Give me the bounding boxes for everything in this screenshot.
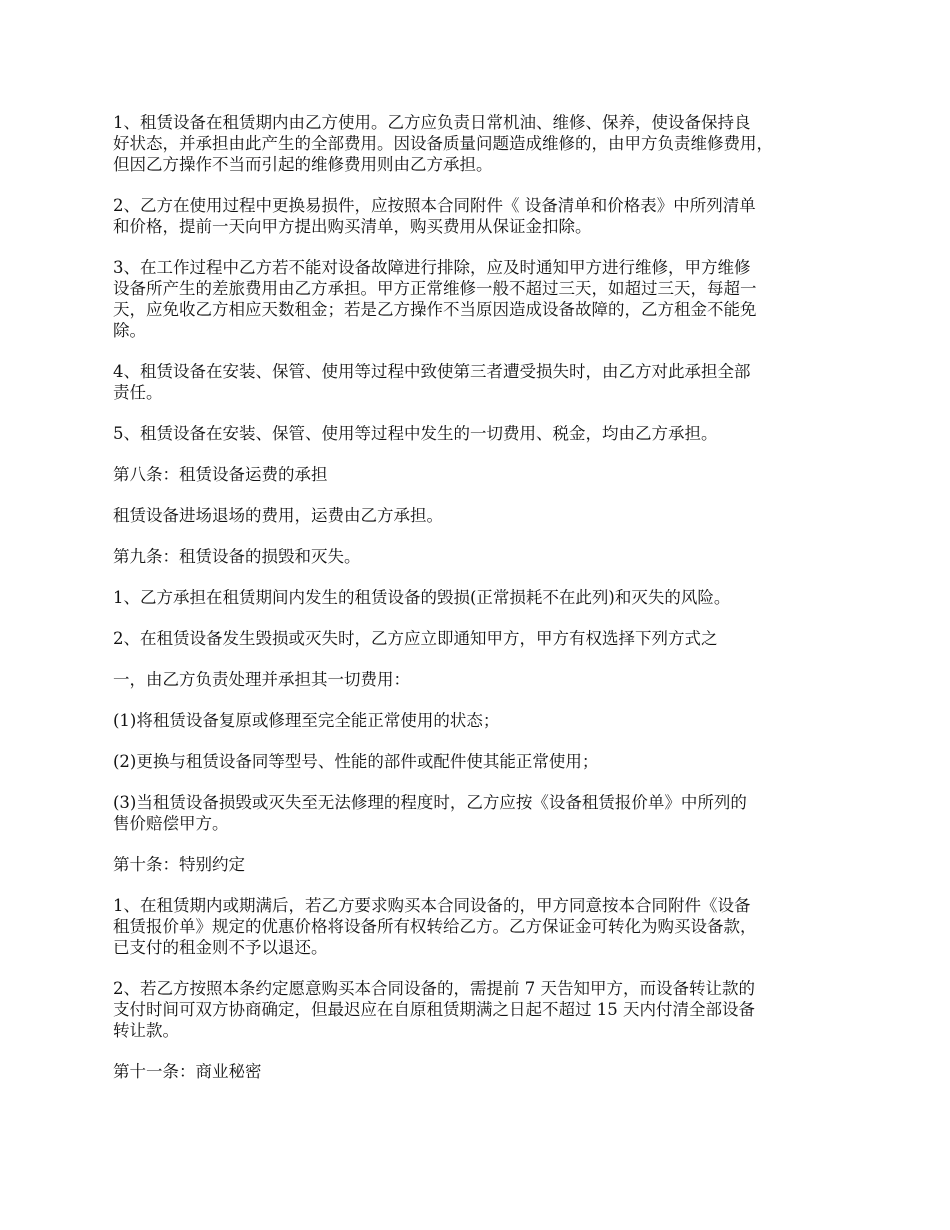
text-line: 第十条：特别约定: [113, 855, 245, 874]
text-line: 1、在租赁期内或期满后，若乙方要求购买本合同设备的，甲方同意按本合同附件《设备: [113, 896, 751, 915]
text-line: 好状态，并承担由此产生的全部费用。因设备质量问题造成维修的，由甲方负责维修费用，: [113, 134, 773, 153]
text-line: 天，应免收乙方相应天数租金；若是乙方操作不当原因造成设备故障的，乙方租金不能免: [113, 300, 757, 319]
text-line: 租赁设备进场退场的费用，运费由乙方承担。: [113, 506, 443, 525]
text-line: 已支付的租金则不予以退还。: [113, 938, 328, 957]
text-line: 2、乙方在使用过程中更换易损件，应按照本合同附件《 设备清单和价格表》中所列清单: [113, 196, 756, 215]
paragraph: [113, 854, 843, 875]
paragraph: [113, 423, 843, 444]
paragraph: [113, 669, 843, 690]
paragraph: [113, 546, 843, 567]
paragraph: [113, 361, 843, 403]
paragraph: [113, 895, 843, 958]
document-body: [113, 112, 843, 1102]
text-line: 2、若乙方按照本条约定愿意购买本合同设备的，需提前 7 天告知甲方，而设备转让款的: [113, 979, 755, 998]
paragraph: [113, 195, 843, 237]
text-line: 一，由乙方负责处理并承担其一切费用：: [113, 670, 410, 689]
paragraph: [113, 628, 843, 649]
text-line: 3、在工作过程中乙方若不能对设备故障进行排除，应及时通知甲方进行维修，甲方维修: [113, 258, 751, 277]
paragraph: [113, 710, 843, 731]
text-line: 2、在租赁设备发生毁损或灭失时，乙方应立即通知甲方，甲方有权选择下列方式之: [113, 629, 718, 648]
text-line: 1、乙方承担在租赁期间内发生的租赁设备的毁损(正常损耗不在此列)和灭失的风险。: [113, 588, 731, 607]
text-line: 但因乙方操作不当而引起的维修费用则由乙方承担。: [113, 155, 493, 174]
text-line: 转让款。: [113, 1021, 179, 1040]
text-line: 第八条：租赁设备运费的承担: [113, 465, 328, 484]
paragraph: [113, 464, 843, 485]
text-line: 支付时间可双方协商确定，但最迟应在自原租赁期满之日起不超过 15 天内付清全部设备: [113, 1000, 755, 1019]
text-line: 1、租赁设备在租赁期内由乙方使用。乙方应负责日常机油、维修、保养，使设备保持良: [113, 113, 751, 132]
text-line: (3)当租赁设备损毁或灭失至无法修理的程度时，乙方应按《设备租赁报价单》中所列的: [113, 793, 747, 812]
text-line: 租赁报价单》规定的优惠价格将设备所有权转给乙方。乙方保证金可转化为购买设备款，: [113, 917, 757, 936]
paragraph: [113, 587, 843, 608]
text-line: 责任。: [113, 383, 163, 402]
paragraph: [113, 1061, 843, 1082]
text-line: (2)更换与租赁设备同等型号、性能的部件或配件使其能正常使用；: [113, 752, 599, 771]
text-line: 除。: [113, 321, 146, 340]
text-line: 和价格，提前一天向甲方提出购买清单，购买费用从保证金扣除。: [113, 217, 592, 236]
text-line: 4、租赁设备在安装、保管、使用等过程中致使第三者遭受损失时，由乙方对此承担全部: [113, 362, 751, 381]
text-line: 售价赔偿甲方。: [113, 814, 229, 833]
text-line: 第九条：租赁设备的损毁和灭失。: [113, 547, 361, 566]
paragraph: [113, 978, 843, 1041]
text-line: 设备所产生的差旅费用由乙方承担。甲方正常维修一般不超过三天，如超过三天，每超一: [113, 279, 757, 298]
paragraph: [113, 257, 843, 341]
text-line: 5、租赁设备在安装、保管、使用等过程中发生的一切费用、税金，均由乙方承担。: [113, 424, 718, 443]
paragraph: [113, 751, 843, 772]
paragraph: [113, 792, 843, 834]
paragraph: [113, 505, 843, 526]
paragraph: [113, 112, 843, 175]
text-line: (1)将租赁设备复原或修理至完全能正常使用的状态；: [113, 711, 500, 730]
text-line: 第十一条：商业秘密: [113, 1062, 262, 1081]
